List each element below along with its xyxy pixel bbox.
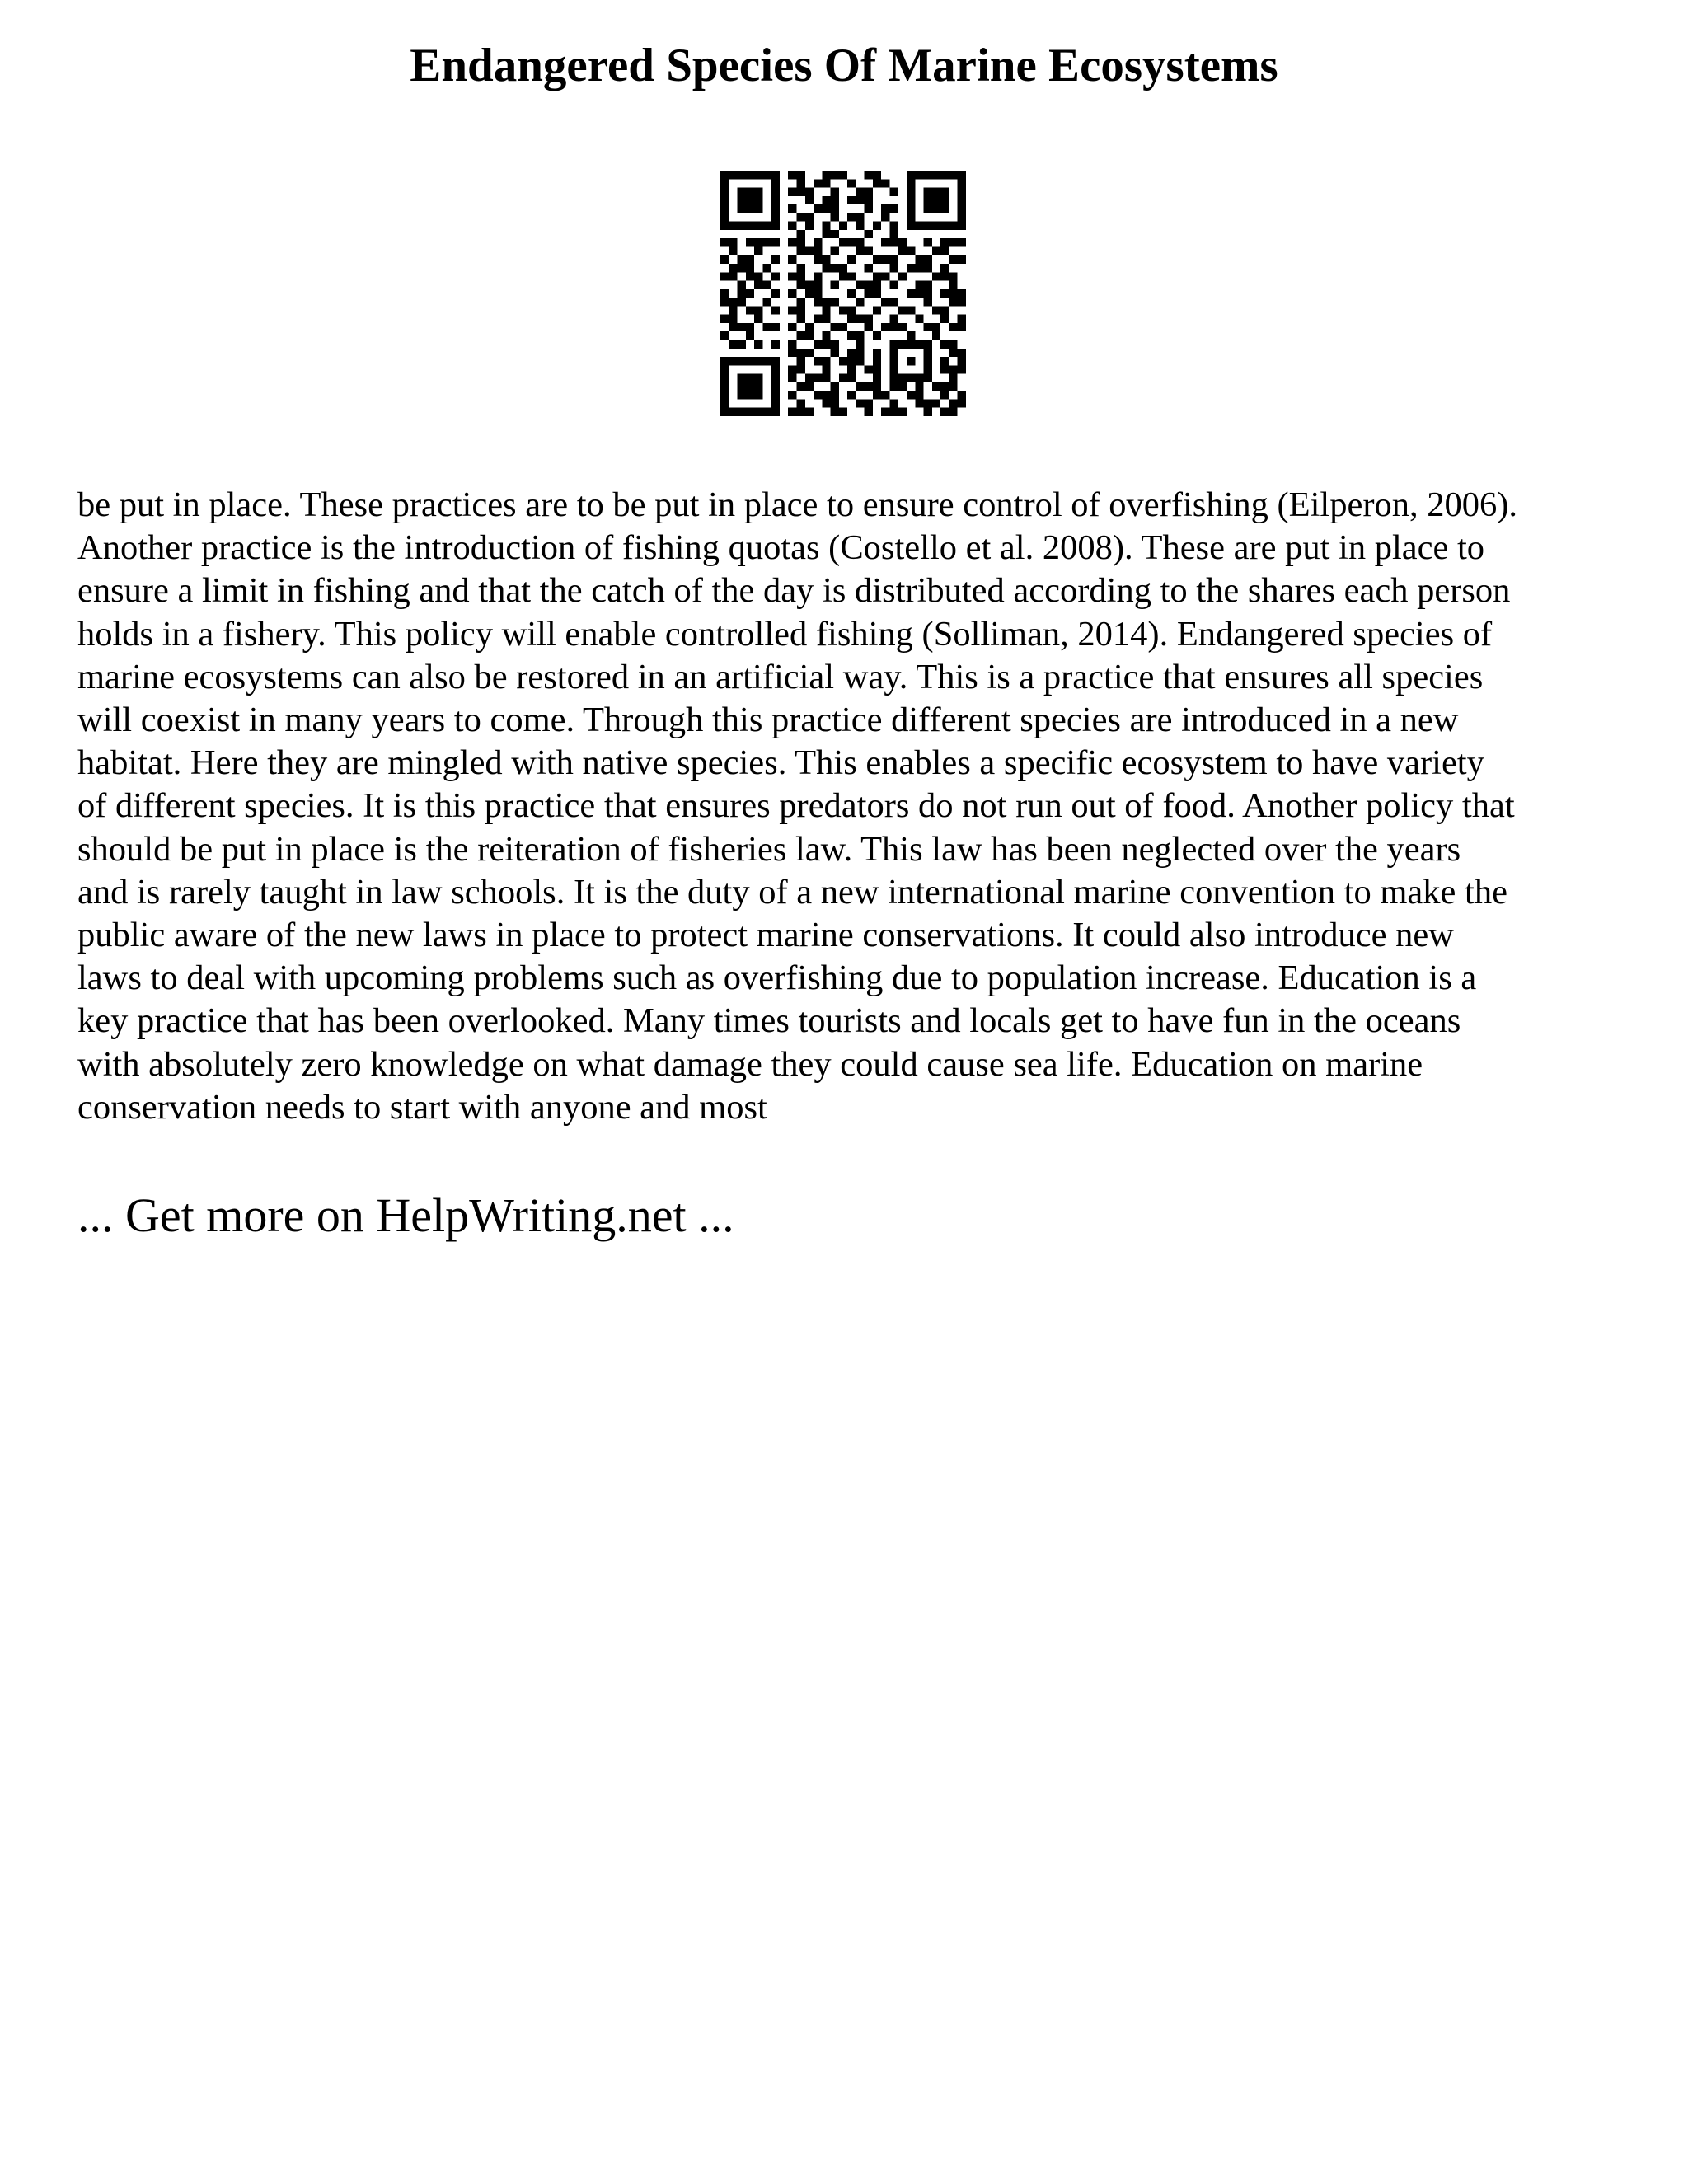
body-line: with absolutely zero knowledge on what damage they could cause sea life. Education on marine — [77, 1044, 1423, 1084]
body-line: habitat. Here they are mingled with native species. This enables a specific ecosystem to have variety — [77, 743, 1484, 783]
body-line: should be put in place is the reiteration of fisheries law. This law has been neglected over the years — [77, 829, 1461, 869]
body-line: ensure a limit in fishing and that the catch of the day is distributed according to the shares each person — [77, 571, 1511, 611]
body-line: Another practice is the introduction of fishing quotas (Costello et al. 2008). These are put in place to — [77, 528, 1485, 568]
body-line: will coexist in many years to come. Through this practice different species are introduced in a new — [77, 701, 1459, 740]
body-line: holds in a fishery. This policy will enable controlled fishing (Solliman, 2014). Endangered species of — [77, 614, 1493, 654]
page-title: Endangered Species Of Marine Ecosystems — [410, 40, 1278, 91]
body-line: be put in place. These practices are to be put in place to ensure control of overfishing (Eilperon, 2006). — [77, 485, 1518, 524]
body-line: key practice that has been overlooked. Many times tourists and locals get to have fun in the oceans — [77, 1001, 1461, 1041]
get-more-link[interactable]: ... Get more on HelpWriting.net ... — [77, 1188, 734, 1242]
body-line: laws to deal with upcoming problems such as overfishing due to population increase. Education is a — [77, 958, 1477, 998]
body-line: and is rarely taught in law schools. It is the duty of a new international marine convention to make the — [77, 872, 1507, 912]
body-line: marine ecosystems can also be restored in an artificial way. This is a practice that ensures all species — [77, 657, 1484, 696]
qr-code-icon — [720, 171, 966, 416]
body-line: public aware of the new laws in place to protect marine conservations. It could also introduce new — [77, 916, 1454, 955]
body-paragraph — [77, 484, 1627, 1129]
body-line: of different species. It is this practice that ensures predators do not run out of food. Another policy that — [77, 786, 1515, 826]
body-line: conservation needs to start with anyone and most — [77, 1087, 767, 1127]
